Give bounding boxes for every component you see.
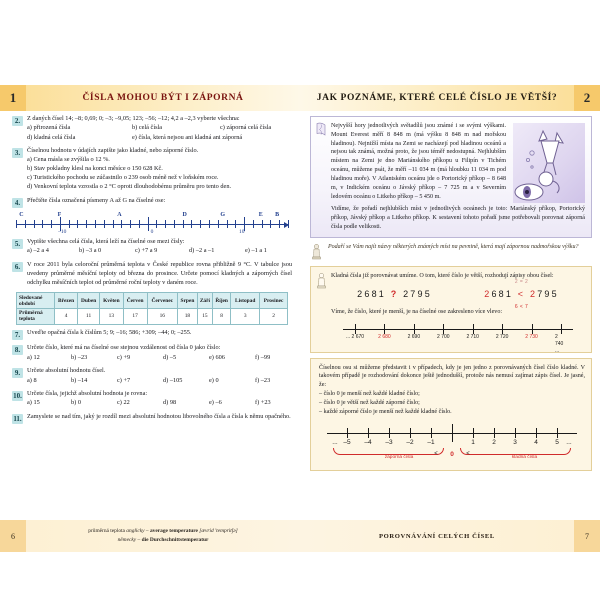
exercise-options-row — [27, 377, 292, 386]
number-line-tick — [34, 220, 35, 228]
table-header-row — [17, 293, 288, 309]
table-col-header: Květen — [100, 293, 124, 309]
number-line-tick — [494, 428, 495, 438]
exercise-body — [27, 367, 292, 385]
exercise-prompt: Číselnou hodnotu v údajích zapište jako kladné, nebo záporné číslo. — [27, 147, 199, 155]
exercise-prompt: Určete absolutní hodnotu čísel. — [27, 367, 106, 375]
option-b: b) –23 — [71, 353, 88, 361]
number-line-tick — [69, 220, 70, 228]
exercise-prompt: Z daných čísel 14; –8; 0,69; 0; –3; –9,05; 123; –56; –12; 4,2 a –2,3 vyberte všechna: — [27, 115, 240, 122]
question-prompt-block — [310, 243, 592, 260]
textbook-spread — [0, 85, 600, 520]
table-cell: 4 — [55, 308, 78, 324]
exercise-body — [27, 147, 292, 192]
exercise-number: 10. — [13, 392, 22, 400]
brace-positive-label: kladná čísla — [511, 454, 538, 460]
table-col-header: Listopad — [231, 293, 260, 309]
rule-box — [310, 266, 592, 353]
number-line-tick — [410, 428, 411, 438]
number-line-label: 2 740 ... — [555, 333, 564, 355]
number-line-tick — [279, 220, 280, 228]
option-d: d) 98 — [163, 399, 177, 407]
right-chapter-number: 2 — [574, 85, 600, 111]
number-line-tick — [532, 324, 533, 334]
cmp-ann-left-digit: 2 — [484, 288, 492, 299]
option-f: f) –23 — [255, 376, 271, 384]
option-e: e) čísla, která nejsou ani kladná ani záporná — [132, 133, 243, 141]
cmp-ann-left-rest: 681 — [491, 288, 514, 299]
number-line-tick — [77, 220, 78, 228]
number-line-label: 2 680 — [378, 333, 391, 340]
cmp-question-mark: ? — [390, 288, 399, 299]
explain-text: Číselnou osu si můžeme představit i v případech, kdy je jen jedno z porovnávaných čísel číslo kladné. V takovém případě je rozhodování dokonce ještě jednodušší, protože nás nemusí zajímat zápis čísel. Je jasné, že: — [319, 364, 585, 389]
exercise-options-row-2 — [27, 134, 292, 143]
number-line-tick — [130, 220, 131, 228]
number-line-tick — [270, 220, 271, 228]
table-cell: 18 — [177, 308, 197, 324]
option-b: b) –14 — [71, 376, 88, 384]
table-cell: 17 — [123, 308, 147, 324]
number-line-tick — [288, 220, 289, 228]
exercise-6 — [12, 261, 292, 288]
number-line-tick — [355, 324, 356, 334]
exercise-5 — [12, 238, 292, 256]
bullet-2: – číslo 0 je větší než každé záporné číslo; — [319, 399, 420, 406]
left-page-number: 6 — [0, 520, 26, 552]
glossary-english-term: average temperature — [149, 528, 198, 535]
table-cell: 13 — [100, 308, 124, 324]
exercise-number: 2. — [12, 116, 23, 126]
number-line-tick — [165, 220, 166, 228]
number-line-label: –2 — [406, 438, 414, 446]
number-line-label: –5 — [343, 438, 351, 446]
glossary-lang-en: anglicky — [126, 528, 145, 535]
number-line-tick — [183, 220, 184, 228]
exercise-number: 7. — [12, 330, 23, 340]
number-line-tick — [262, 220, 263, 228]
exercise-prompt: Zamyslete se nad tím, jaký je rozdíl mezi absolutní hodnotou libovolného čísla a čísla k němu opačného. — [27, 412, 291, 420]
option-d: d) –105 — [163, 376, 183, 384]
table-cell: 15 — [197, 308, 212, 324]
exercise-number: 11. — [13, 414, 22, 423]
number-line-label: 0 — [450, 450, 454, 458]
number-line-letter: G — [220, 212, 226, 218]
number-line-tick — [347, 428, 348, 438]
right-page-number: 7 — [574, 520, 600, 552]
exercise-prompt: V roce 2011 byla celoroční průměrná teplota v České republice rovna přibližně 9 °C. V tabulce jsou uvedeny průměrné měsíční teploty od března do prosince. Určete pomocí kladných a záporných čísel odchylku měsíčních teplot od průměrné roční teploty v daném roce. — [27, 260, 292, 286]
number-line-tick — [104, 220, 105, 228]
number-line-label: 4 — [534, 438, 538, 446]
number-line-letter: F — [57, 212, 62, 218]
right-page-header — [300, 85, 600, 111]
option-d: d) kladná celá čísla — [27, 133, 76, 141]
table-col-header: Březen — [55, 293, 78, 309]
number-line-tick — [156, 220, 157, 228]
number-line-tick — [227, 220, 228, 228]
cmp-ann-right-rest: 795 — [537, 288, 559, 299]
bullet-3: – každé záporné číslo je menší než každé kladné číslo. — [319, 408, 452, 415]
glossary-note — [26, 527, 300, 544]
option-e: e) –6 — [209, 399, 222, 407]
exercise-number: 4. — [12, 198, 23, 208]
exercise-body — [27, 238, 292, 256]
less-than-left: < — [434, 450, 438, 457]
number-line-label: 2 710 — [466, 333, 479, 340]
option-a: a) Cena másla se zvýšila o 12 %. — [27, 156, 110, 164]
left-chapter-number: 1 — [0, 85, 26, 111]
option-a: a) 8 — [27, 376, 37, 384]
number-line-tick — [139, 220, 140, 228]
table-col-header: Duben — [78, 293, 100, 309]
number-line-label: 5 — [555, 438, 559, 446]
exercise-options-row — [27, 247, 292, 256]
thinker-statue-icon — [315, 272, 328, 289]
right-content — [310, 116, 592, 476]
number-line-tick — [389, 428, 390, 438]
left-page-header — [0, 85, 300, 111]
glossary-czech-term: průměrná teplota — [88, 528, 125, 535]
option-a: a) 15 — [27, 399, 40, 407]
exercise-body — [27, 390, 292, 408]
exercise-2 — [12, 115, 292, 143]
option-f: f) +23 — [255, 399, 271, 407]
number-line-tick — [86, 220, 87, 228]
exercise-7 — [12, 329, 292, 340]
table-cell: 11 — [78, 308, 100, 324]
exercise-prompt: Přečtěte čísla označená písmeny A až G na číselné ose: — [27, 196, 166, 204]
explanation-box — [310, 358, 592, 471]
table-cell: 3 — [231, 308, 260, 324]
exercise-number: 6. — [12, 262, 23, 272]
comparison-plain — [357, 288, 432, 301]
option-c: c) záporná celá čísla — [220, 124, 272, 132]
thinker-statue-icon — [310, 243, 323, 260]
number-line-tick — [148, 217, 149, 231]
number-line-tick — [384, 324, 385, 334]
number-line-tick — [42, 220, 43, 228]
cmp-ann-right-digit: 2 — [529, 288, 538, 299]
number-line-tick — [121, 220, 122, 228]
glossary-dash-1: – — [145, 528, 149, 535]
right-chapter-title: JAK POZNÁME, KTERÉ CELÉ ČÍSLO JE VĚTŠÍ? — [300, 85, 574, 111]
exercise-9 — [12, 367, 292, 385]
number-line-tick — [200, 220, 201, 228]
exercise-prompt: Uveďte opačná čísla k číslům 5; 9; –16; 586; +309; –44; 0; –255. — [27, 328, 192, 336]
number-line-tick — [16, 220, 17, 228]
table-col-header: Září — [197, 293, 212, 309]
number-line-tick — [174, 220, 175, 228]
option-c: c) +9 — [117, 353, 131, 361]
number-line-label: 3 — [513, 438, 517, 446]
exercise-body — [27, 115, 292, 143]
exercise-number: 3. — [12, 148, 23, 158]
option-d: d) –2 a –1 — [189, 247, 215, 255]
number-line-label: 2 700 — [437, 333, 450, 340]
number-line-tick — [431, 428, 432, 438]
number-line-tick — [414, 324, 415, 334]
option-f: f) –99 — [255, 353, 271, 361]
left-chapter-title: ČÍSLA MOHOU BÝT I ZÁPORNÁ — [26, 85, 300, 111]
number-line-tick — [113, 220, 114, 228]
option-e: e) –1 a 1 — [245, 247, 267, 255]
number-line-letter: B — [275, 212, 280, 218]
number-line-zero-tick — [452, 424, 453, 442]
table-row-header-period: Sledované období — [17, 293, 55, 309]
exercise-number: 8. — [12, 345, 23, 355]
table-col-header: Červen — [123, 293, 147, 309]
option-d: d) Venkovní teplota vzrostla o 2 °C oproti dlouhodobému průměru pro tento den. — [27, 183, 232, 191]
brace-positive — [460, 448, 571, 455]
table-row-header-temp: Průměrná teplota — [17, 308, 55, 324]
less-than-right: < — [466, 450, 470, 457]
number-line-tick — [218, 220, 219, 228]
page-footer — [0, 520, 600, 552]
option-a: a) přirozená čísla — [27, 124, 71, 132]
number-line-label: 0 — [150, 229, 154, 235]
diver-illustration — [513, 123, 585, 203]
number-line-tick — [95, 220, 96, 228]
table-col-header: Prosinec — [260, 293, 288, 309]
number-line-bottom — [327, 422, 577, 462]
cmp-ann-relation: < — [517, 288, 526, 299]
right-page — [300, 85, 600, 520]
brace-negative — [333, 448, 444, 455]
footer-left — [0, 520, 300, 552]
number-line-tick — [473, 324, 474, 334]
axis-text: Víme, že číslo, které je menší, je na číselné ose zakresleno více vlevo: — [331, 308, 503, 315]
number-line-tick — [209, 220, 210, 228]
exercise-prompt: Určete číslo, které má na číselné ose stejnou vzdálenost od čísla 0 jako číslo: — [27, 344, 221, 352]
option-b: b) celá čísla — [132, 124, 163, 132]
option-b: b) 0 — [71, 399, 81, 407]
number-line-axis — [16, 224, 288, 225]
number-line-letter: E — [258, 212, 263, 218]
number-line-label: 2 — [492, 438, 496, 446]
cmp-left-number: 2681 — [357, 288, 386, 299]
exercise-prompt: Určete čísla, jejichž absolutní hodnota je rovna: — [27, 390, 148, 397]
exercise-body — [27, 197, 292, 208]
number-line-tick — [25, 220, 26, 228]
question-text: Podaří se Vám najít názvy některých známých míst na pevnině, která mají zápornou nadmořskou výšku? — [328, 243, 579, 250]
option-b: b) Stav pokladny klesl na konci měsíce o 150 628 Kč. — [27, 165, 163, 173]
number-line-tick — [253, 220, 254, 228]
number-line-label: –3 — [385, 438, 393, 446]
option-a: a) –2 a 4 — [27, 247, 49, 255]
table-col-header: Červenec — [147, 293, 177, 309]
comparison-annotated — [484, 278, 559, 310]
exercise-8 — [12, 344, 292, 362]
footer-section-title: POROVNÁVÁNÍ CELÝCH ČÍSEL — [379, 532, 495, 540]
number-line-tick — [502, 324, 503, 334]
exercise-10 — [12, 390, 292, 408]
table-value-row — [17, 308, 288, 324]
number-line-label: –4 — [364, 438, 372, 446]
number-line-tick — [473, 428, 474, 438]
table-cell: 8 — [212, 308, 230, 324]
number-line-label: –10 — [58, 229, 67, 235]
number-line-tick — [51, 220, 52, 228]
number-line-label: 1 — [471, 438, 475, 446]
number-line-tick — [191, 220, 192, 228]
number-line-letters — [16, 212, 288, 236]
exercise-4 — [12, 197, 292, 208]
bullet-1: – číslo 0 je menší než každé kladné číslo; — [319, 391, 420, 398]
number-line-mid — [343, 321, 573, 355]
number-line-letter: C — [19, 212, 24, 218]
intro-info-box — [310, 116, 592, 238]
option-c: c) +7 — [117, 376, 131, 384]
footer-right — [300, 520, 600, 552]
option-e: e) 0 — [209, 376, 219, 384]
intro-text: Nejvyšší hory jednotlivých světadílů jsou známé i se svými výškami. Mount Everest měří 8 848 m (má výšku 8 848 m nad mořskou hladinou). Nejnižší místa na Zemi se nacházejí pod hladinou oceánů a nejsou tak známá, možná proto, že jsou téměř nedostupná. Nejhlubším místem na Zemi je dno Mariánského příkopu u Filipín v Tichém oceánu, můžeme psát, že měří –11 034 m (má hloubku 11 034 m pod hladinou moře). V Atlantském oceánu jde o Portorický příkop – 8 648 m, v Indickém oceánu o Jávský příkop – 7 725 m a v Severním ledovém oceánu o Litkeho příkop – 5 450 m. — [331, 123, 506, 200]
number-line-axis — [343, 329, 573, 330]
number-line-right-ellipsis: ... — [566, 438, 572, 446]
exercise-options-row — [27, 399, 292, 408]
exercise-number: 5. — [12, 239, 23, 249]
number-line-tick — [368, 428, 369, 438]
option-d: d) –5 — [163, 353, 177, 361]
table-col-header: Říjen — [212, 293, 230, 309]
option-c: c) 22 — [117, 399, 130, 407]
exercise-number: 9. — [12, 368, 23, 378]
conclusion-text: Vidíme, že pořadí nejhlubších míst v jednotlivých oceánech je toto: Mariánský příkop, Portorický příkop, Jávský příkop a Litkeho příkop. K sestavení tohoto pořadí jsme potřebovali porovnat záporná čísla podle velikosti. — [331, 206, 585, 231]
option-c: c) +7 a 9 — [135, 247, 158, 255]
glossary-ipa: [ævrid 'temprit∫ə] — [199, 528, 238, 535]
exercise-body — [27, 261, 292, 288]
number-line-label: ... 2 670 — [345, 333, 365, 340]
number-line-tick — [443, 324, 444, 334]
option-e: e) 606 — [209, 353, 225, 361]
glossary-german-term: die Durchschnittstemperatur — [141, 537, 209, 543]
cmp-right-number: 2795 — [403, 288, 432, 299]
exercise-body — [27, 413, 292, 424]
glossary-lang-de: německy — [117, 537, 137, 543]
option-b: b) –3 a 0 — [79, 247, 102, 255]
exercise-prompt: Vypište všechna celá čísla, která leží na číselné ose mezi čísly: — [27, 238, 185, 245]
exercise-options-row — [27, 354, 292, 363]
monthly-temperature-table — [16, 292, 288, 325]
number-line-label: 2 690 — [407, 333, 421, 340]
number-line-label: 2 720 — [495, 333, 509, 340]
option-a: a) 12 — [27, 353, 40, 361]
number-line-tick — [235, 220, 236, 228]
rule-text: Kladná čísla již porovnávat umíme. O tom, které číslo je větší, rozhodují zápisy obou čísel: — [331, 272, 554, 279]
diver-figure-icon — [513, 123, 585, 203]
exercise-body — [27, 329, 292, 340]
number-line-label: 2 730 — [525, 333, 538, 340]
table-cell: 16 — [147, 308, 177, 324]
exercise-3 — [12, 147, 292, 192]
number-line-label: 10 — [239, 229, 245, 235]
table-cell: 2 — [260, 308, 288, 324]
left-page — [0, 85, 300, 520]
option-c: c) Turistického pochodu se zúčastnilo o 239 osob méně než v loňském roce. — [27, 174, 219, 182]
annotation-bottom: 6 < 7 — [514, 303, 529, 310]
exercise-body — [27, 344, 292, 362]
number-line-tick — [557, 428, 558, 438]
number-line-tick — [561, 324, 562, 334]
number-line-tick — [536, 428, 537, 438]
comparison-examples — [331, 278, 585, 310]
number-line-left-ellipsis: ... — [332, 438, 338, 446]
table-col-header: Srpen — [177, 293, 197, 309]
number-line-letter: A — [117, 212, 122, 218]
brace-negative-label: záporná čísla — [384, 454, 414, 460]
annotation-top: 2 = 2 — [514, 278, 529, 285]
glossary-dash-2: – — [137, 537, 141, 543]
exercise-11 — [12, 413, 292, 424]
left-exercise-list — [12, 115, 292, 428]
exercise-options-row — [27, 124, 292, 133]
book-icon — [315, 122, 328, 137]
number-line-tick — [515, 428, 516, 438]
number-line-letter: D — [182, 212, 187, 218]
number-line-label: –1 — [427, 438, 435, 446]
